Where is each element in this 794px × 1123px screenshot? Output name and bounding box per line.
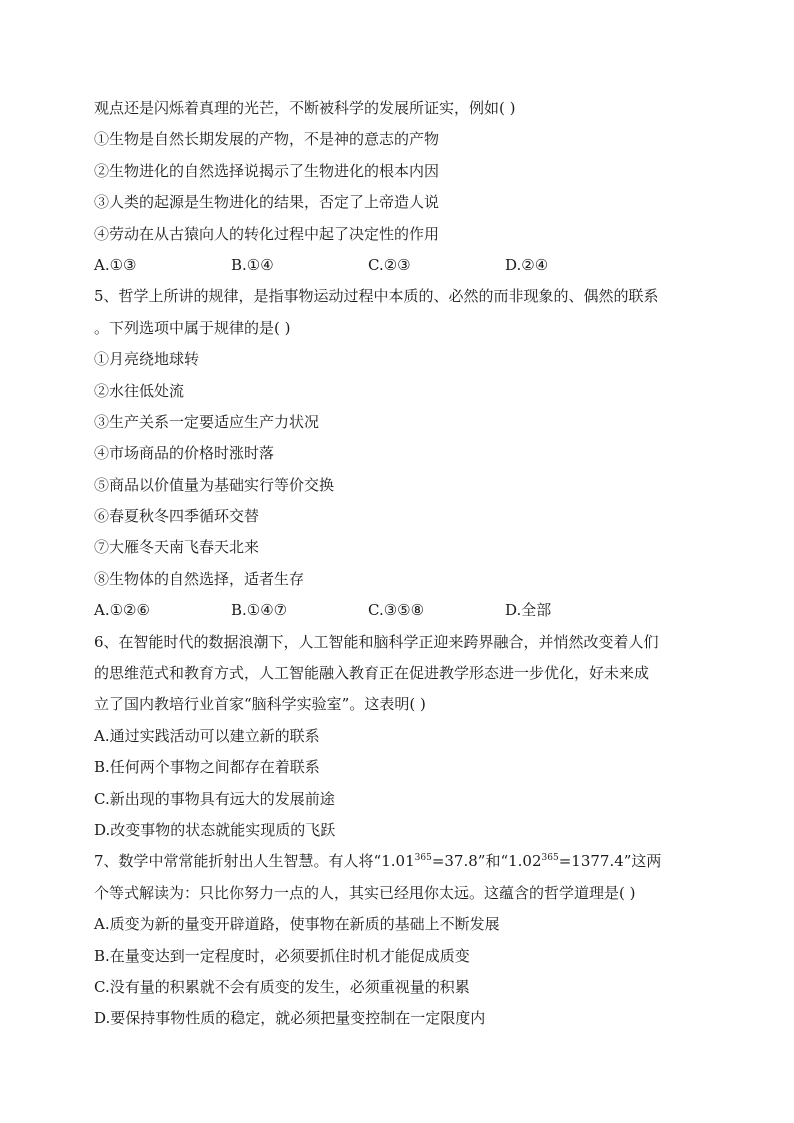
- q4-option-a: A.①③: [94, 255, 137, 274]
- q4-item: ①生物是自然长期发展的产物，不是神的意志的产物: [94, 130, 440, 149]
- q4-item: ②生物进化的自然选择说揭示了生物进化的根本内因: [94, 161, 440, 180]
- q5-item: ③生产关系一定要适应生产力状况: [94, 412, 320, 431]
- exam-page: [94, 93, 714, 1035]
- q6-option-a: A.通过实践活动可以建立新的联系: [94, 726, 320, 745]
- q7-stem-line: [94, 846, 714, 877]
- q7-option-d: D.要保持事物性质的稳定，就必须把量变控制在一定限度内: [94, 1009, 486, 1028]
- q5-item: ⑧生物体的自然选择，适者生存: [94, 569, 305, 588]
- q5-stem-line: 。下列选项中属于规律的是( ): [94, 318, 291, 337]
- q7-stem-part: =1377.4”这两: [558, 852, 662, 871]
- q7-exponent: 365: [541, 853, 559, 864]
- q5-item: ④市场商品的价格时涨时落: [94, 444, 275, 463]
- q5-item: ①月亮绕地球转: [94, 350, 200, 369]
- q7-stem-line: 个等式解读为：只比你努力一点的人，其实已经甩你太远。这蕴含的哲学道理是( ): [94, 883, 636, 902]
- q7-stem-part: =37.8”和“1.02: [431, 852, 542, 871]
- q6-option-b: B.任何两个事物之间都存在着联系: [94, 758, 320, 777]
- q4-stem: 观点还是闪烁着真理的光芒，不断被科学的发展所证实，例如( ): [94, 99, 516, 117]
- q6-stem-line: 的思维范式和教育方式，人工智能融入教育正在促进教学形态进一步优化，好未来成: [94, 664, 650, 683]
- q5-item: ②水往低处流: [94, 381, 185, 400]
- q7-option-b: B.在量变达到一定程度时，必须要抓住时机才能促成质变: [94, 946, 470, 965]
- q5-item: ⑥春夏秋冬四季循环交替: [94, 507, 260, 526]
- q5-option-c: C.③⑤⑧: [368, 601, 425, 620]
- q5-option-b: B.①④⑦: [231, 601, 288, 620]
- q7-option-c: C.没有量的积累就不会有质变的发生，必须重视量的积累: [94, 977, 470, 996]
- q5-item: ⑦大雁冬天南飞春天北来: [94, 538, 260, 557]
- q5-option-a: A.①②⑥: [94, 601, 150, 620]
- q5-stem-line: 5、哲学上所讲的规律，是指事物运动过程中本质的、必然的而非现象的、偶然的联系: [94, 287, 659, 306]
- q5-item: ⑤商品以价值量为基础实行等价交换: [94, 475, 335, 494]
- q6-option-d: D.改变事物的状态就能实现质的飞跃: [94, 820, 336, 839]
- q5-option-d: D.全部: [505, 601, 552, 620]
- q4-option-b: B.①④: [231, 255, 274, 274]
- q5-options: [94, 595, 714, 626]
- q4-item: ④劳动在从古猿向人的转化过程中起了决定性的作用: [94, 224, 440, 243]
- q4-options: [94, 250, 714, 281]
- q4-option-d: D.②④: [505, 255, 549, 274]
- q7-exponent: 365: [414, 853, 432, 864]
- q6-option-c: C.新出现的事物具有远大的发展前途: [94, 789, 335, 808]
- q6-stem-line: 立了国内教培行业首家“脑科学实验室”。这表明( ): [94, 695, 426, 714]
- q4-item: ③人类的起源是生物进化的结果，否定了上帝造人说: [94, 193, 440, 212]
- q7-stem-part: 7、数学中常常能折射出人生智慧。有人将“1.01: [94, 852, 415, 871]
- q6-stem-line: 6、在智能时代的数据浪潮下，人工智能和脑科学正迎来跨界融合，并悄然改变着人们: [94, 632, 659, 651]
- q4-option-c: C.②③: [368, 255, 411, 274]
- q7-option-a: A.质变为新的量变开辟道路，使事物在新质的基础上不断发展: [94, 915, 500, 934]
